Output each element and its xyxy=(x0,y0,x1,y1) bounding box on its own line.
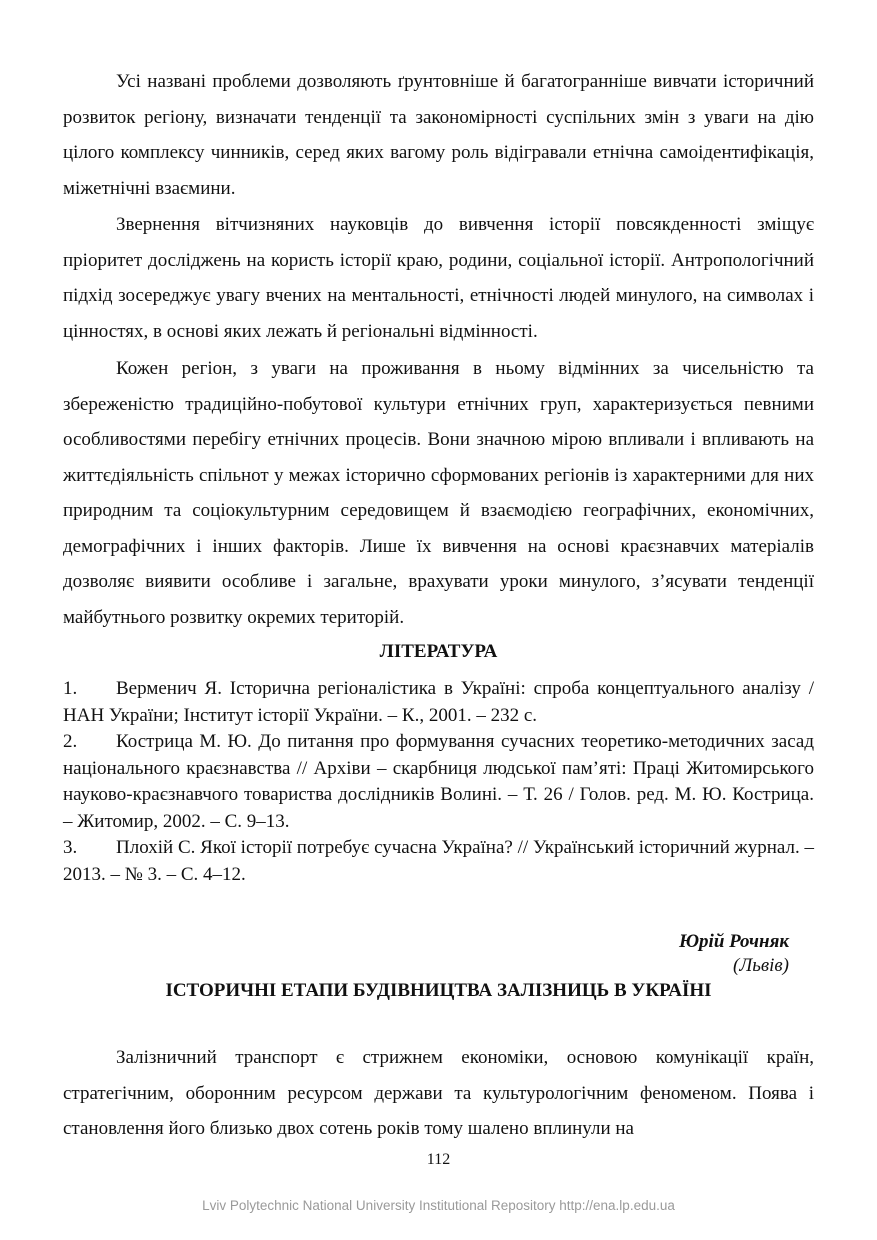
page-number: 112 xyxy=(426,1151,451,1168)
reference-number: 1. xyxy=(63,678,78,699)
reference-text: Плохій С. Якої історії потребує сучасна Україна? // Український історичний журнал. – 2013. – № 3. – С. 4–12. xyxy=(63,837,814,885)
repository-footer: Lviv Polytechnic National University Institutional Repository http://ena.lp.edu.ua xyxy=(202,1198,675,1213)
reference-item-3 xyxy=(63,835,814,888)
reference-text: Кострица М. Ю. До питання про формування сучасних теоретико-методичних засад національного краєзнавства // Архіви – скарбниця людської пам’яті: Праці Житомирського науково-краєзнавчого товариства дослідників Волині. – Т. 26 / Голов. ред. М. Ю. Кострица. – Житомир, 2002. – С. 9–13. xyxy=(63,731,814,832)
author-city: (Львів) xyxy=(733,955,789,976)
reference-item-1 xyxy=(63,676,814,729)
paragraph-1: Усі названі проблеми дозволяють ґрунтовніше й багатограннiше вивчати історичний розвиток регіону, визначати тенденції та закономірності суспільних змін з уваги на дію цілого комплексу чинників, серед яких вагому роль відігравали етнічна самоідентифікація, міжетнічні взаємини. xyxy=(63,71,814,199)
article-paragraph-1: Залізничний транспорт є стрижнем економіки, основою комунікації країн, стратегічним, оборонним ресурсом держави та культурологічним феноменом. Поява і становлення його близько двох сотень років тому шалено вплинули на xyxy=(63,1047,814,1139)
paragraph-3: Кожен регіон, з уваги на проживання в ньому відмінних за чисельністю та збереженістю традиційно-побутової культури етнічних груп, характеризується певними особливостями перебігу етнічних процесів. Вони значною мірою впливали і впливають на життєдіяльність спільнот у межах історично сформованих регіонів із характерними для них природним та соціокультурним середовищем й взаємодією географічних, економічних, демографічних і інших факторів. Лише їх вивчення на основі краєзнавчих матеріалів дозволяє виявити особливе і загальне, врахувати уроки минулого, з’ясувати тенденції майбутнього розвитку окремих територій. xyxy=(63,358,814,628)
reference-list xyxy=(63,676,814,888)
paragraph-2: Звернення вітчизняних науковців до вивчення історії повсякденності зміщує пріоритет досліджень на користь історії краю, родини, соціальної історії. Антропологічний підхід зосереджує увагу вчених на ментальності, етнічності людей минулого, на символах і цінностях, в основі яких лежать й регіональні відмінності. xyxy=(63,214,814,342)
reference-item-2 xyxy=(63,729,814,835)
document-page xyxy=(63,0,814,1240)
literature-heading: ЛІТЕРАТУРА xyxy=(379,641,498,662)
article-title: ІСТОРИЧНІ ЕТАПИ БУДІВНИЦТВА ЗАЛІЗНИЦЬ В УКРАЇНІ xyxy=(165,980,712,1001)
reference-text: Верменич Я. Історична регіоналістика в Україні: спроба концептуального аналізу / НАН України; Інститут історії України. – К., 2001. – 232 с. xyxy=(63,678,814,726)
reference-number: 3. xyxy=(63,837,78,858)
reference-number: 2. xyxy=(63,731,78,752)
article-author: Юрій Рочняк xyxy=(678,931,789,952)
